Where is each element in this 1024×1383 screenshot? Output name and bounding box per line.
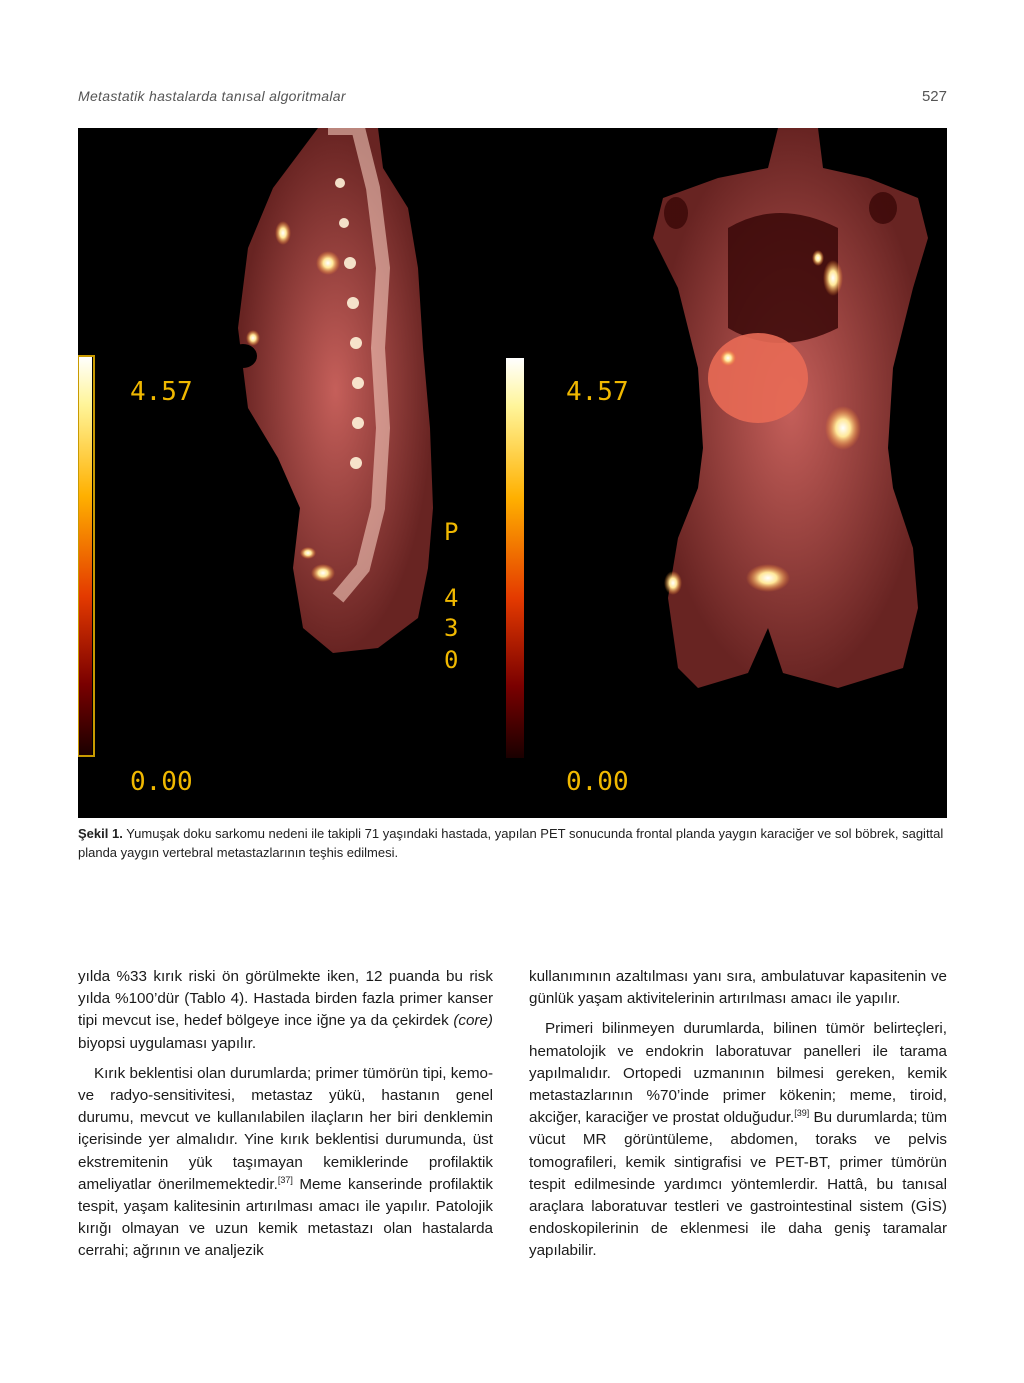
- scale-max-label-right: 4.57: [566, 377, 629, 407]
- paragraph: kullanımının azaltılması yanı sıra, ambulatuvar kapasitenin ve günlük yaşam aktivitelerinin artırılması amacı ile yapılır.: [529, 968, 947, 1008]
- caption-label: Şekil 1.: [78, 826, 123, 841]
- running-header: [78, 88, 947, 112]
- left-column: [78, 966, 493, 1263]
- page-number: 527: [921, 88, 947, 105]
- orientation-label-1: P: [444, 518, 459, 546]
- running-title: Metastatik hastalarda tanısal algoritmalar: [78, 88, 346, 104]
- sagittal-view: [78, 128, 458, 797]
- pet-ct-image: [78, 128, 947, 818]
- pet-ct-figure: [78, 128, 947, 818]
- scale-max-label-left: 4.57: [130, 377, 193, 407]
- paragraph: [529, 1018, 947, 1262]
- orientation-label-4: 0: [444, 646, 459, 674]
- text-run: yılda %33 kırık riski ön görülmekte iken, 12 puanda bu risk yılda %100’dür (Tablo 4). Hastada birden fazla primer kanser tipi mevcut ise, hedef bölgeye ince iğne ya da çekirdek: [78, 968, 493, 1030]
- text-run: Bu durumlarda; tüm vücut MR görüntüleme, abdomen, toraks ve pelvis tomografileri, kemik sintigrafisi ve PET-BT, primer tümörün tespit edilmesinde yardımcı yöntemlerdir. Hattâ, bu tanısal araçlara laboratuvar testleri ve gastrointestinal sistem (GİS) endoskopilerinin de eklenmesi ile daha geniş taramalar yapılabilir.: [529, 1109, 948, 1260]
- text-run: Kırık beklentisi olan durumlarda; primer tümörün tipi, kemo- ve radyo-sensitivitesi, metastaz yükü, hastanın genel durumu, mevcut ve kullanılabilen ilaçların her biri denklemin içerisinde yer almalıdır. Yine kırık beklentisi durumunda, üst ekstremitenin yük taşımayan kemiklerinde profilaktik ameliyatlar önerilmemektedir.: [78, 1064, 493, 1193]
- figure-caption: [78, 824, 947, 862]
- right-column: [529, 966, 947, 1263]
- orientation-label-3: 3: [444, 614, 459, 642]
- text-run: biyopsi uygulaması yapılır.: [78, 1034, 257, 1052]
- coronal-view: [506, 128, 928, 797]
- citation-ref: [37]: [277, 1174, 293, 1185]
- citation-ref: [39]: [794, 1108, 810, 1119]
- text-run: Meme kanserinde profilaktik tespit, yaşam kalitesinin artırılması amacı ile yapılır. Patolojik kırığı olmayan ve uzun kemik metastazı olan hastalarda cerrahi; ağrının ve analjezik: [78, 1175, 493, 1260]
- orientation-label-2: 4: [444, 584, 459, 612]
- text-run: Primeri bilinmeyen durumlarda, bilinen tümör belirteçleri, hematolojik ve endokrin laboratuvar panelleri ile tarama yapılmalıdır. Ortopedi uzmanının bilmesi gereken, kemik metastazlarının %70’inde primer kökenin; meme, tiroid, akciğer, karaciğer ve prostat olduğudur.: [529, 1020, 947, 1127]
- scale-min-label-right: 0.00: [566, 767, 629, 797]
- emphasis-text: (core): [453, 1012, 493, 1030]
- paragraph: [78, 966, 493, 1055]
- paragraph: [78, 1063, 493, 1263]
- caption-text: Yumuşak doku sarkomu nedeni ile takipli 71 yaşındaki hastada, yapılan PET sonucunda frontal planda yaygın karaciğer ve sol böbrek, sagittal planda yaygın vertebral metastazlarının teşhis edilmesi.: [78, 826, 944, 860]
- scale-min-label-left: 0.00: [130, 767, 193, 797]
